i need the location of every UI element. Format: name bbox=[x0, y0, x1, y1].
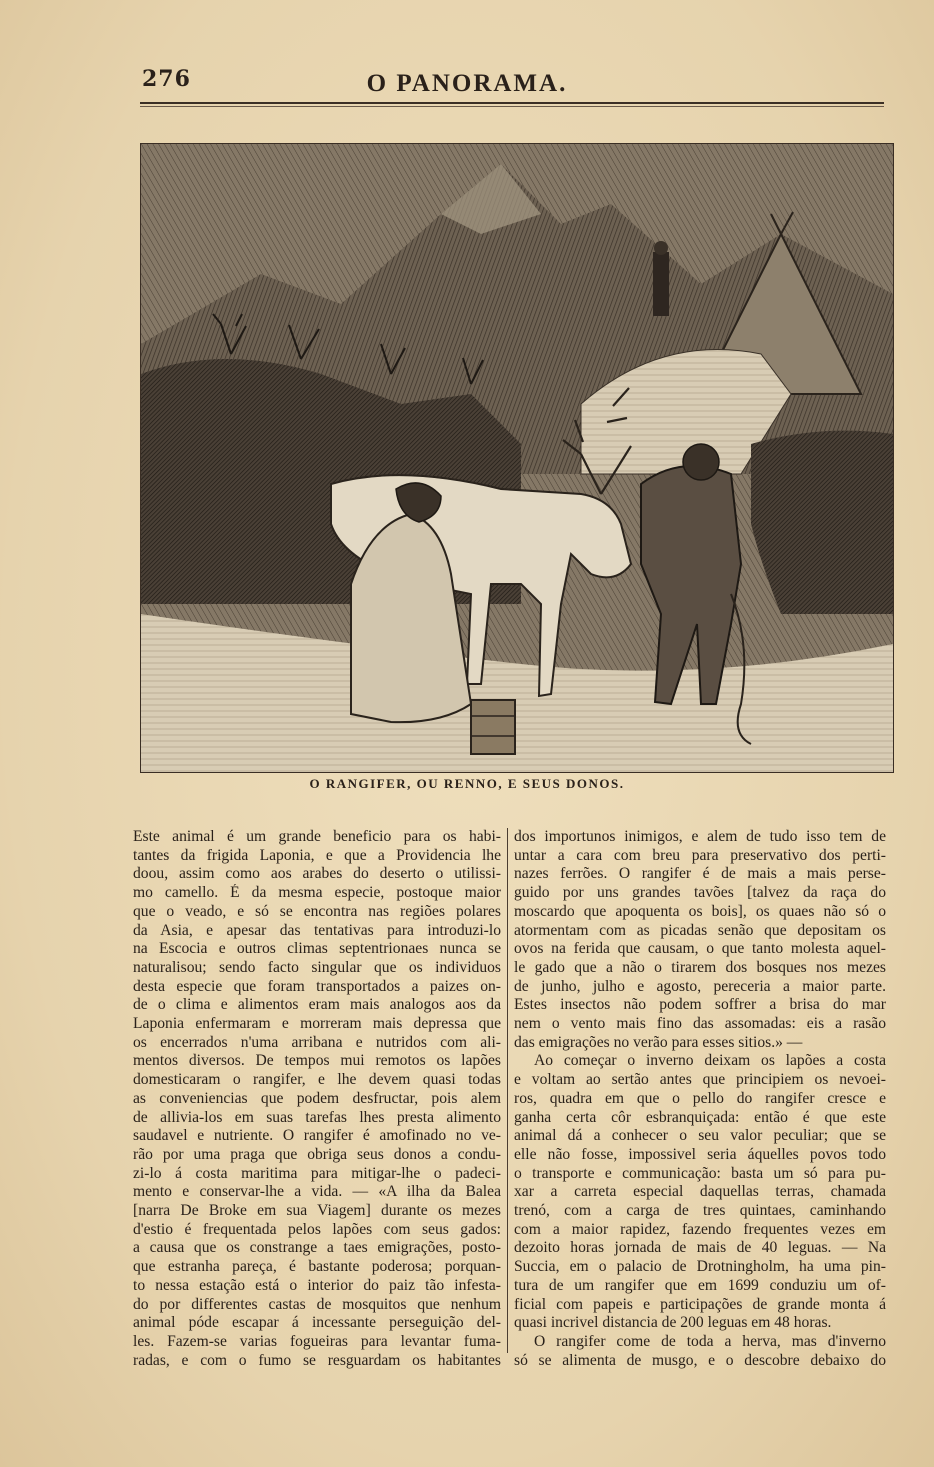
text-line: zi-lo á costa maritima para mitigar-lhe o padeci- bbox=[133, 1164, 501, 1182]
text-line: ovos na ferida que causam, o que tanto molesta aquel- bbox=[514, 940, 886, 958]
text-line: elle não fosse, impossivel seria áquelles povos todo bbox=[514, 1145, 886, 1163]
left-column bbox=[133, 828, 501, 1370]
text-line: Succia, em o palacio de Drotningholm, ha uma pin- bbox=[514, 1258, 886, 1276]
text-line: [narra De Broke em sua Viagem] durante os mezes bbox=[133, 1202, 501, 1220]
text-line: na Escocia e outros climas septentrionaes nunca se bbox=[133, 940, 501, 958]
text-line: le gado que a não o tirarem dos bosques nos mezes bbox=[514, 958, 886, 976]
text-line: guido por uns grandes tavões [talvez da raça do bbox=[514, 884, 886, 902]
text-line: Ao começar o inverno deixam os lapões a costa bbox=[534, 1052, 886, 1070]
text-line: atormentam com as picadas senão que depositam os bbox=[514, 921, 886, 939]
text-line: de junho, julho e agosto, pereceria a maior parte. bbox=[514, 977, 886, 995]
text-line: domesticaram o rangifer, e lhe devem quasi todas bbox=[133, 1071, 501, 1089]
text-line: xar a carreta especial daquellas terras, chamada bbox=[514, 1183, 886, 1201]
text-line: de allivia-los em suas tarefas lhes presta alimento bbox=[133, 1108, 501, 1126]
text-line: mo camello. É da mesma especie, postoque maior bbox=[133, 884, 501, 902]
column-divider bbox=[507, 828, 508, 1353]
text-line: tantes da frigida Laponia, e que a Providencia lhe bbox=[133, 846, 501, 864]
text-line: tura de um rangifer que em 1699 conduziu um of- bbox=[514, 1276, 886, 1294]
text-line: desta especie que foram transportados a paizes on- bbox=[133, 977, 501, 995]
engraving-caption: O RANGIFER, OU RENNO, E SEUS DONOS. bbox=[309, 776, 625, 791]
text-line: a causa que os constrange a taes emigrações, posto- bbox=[133, 1239, 501, 1257]
text-line: les. Fazem-se varias fogueiras para levantar fuma- bbox=[133, 1332, 501, 1350]
text-line: nazes ferrões. O rangifer é de mais a mais perse- bbox=[514, 865, 886, 883]
text-line: o transporte e communicação: basta um só para pu- bbox=[514, 1164, 886, 1182]
text-line: naturalisou; sendo facto singular que os individuos bbox=[133, 958, 501, 976]
milk-bucket bbox=[471, 700, 515, 754]
text-line: das emigrações no verão para esses sitios.» — bbox=[514, 1033, 803, 1051]
text-line: Estes insectos não podem soffrer a brisa do mar bbox=[514, 996, 886, 1014]
text-line: do por differentes castas de mosquitos que nenhum bbox=[133, 1295, 501, 1313]
text-line: de o clima e alimentos eram mais analogos aos da bbox=[133, 996, 501, 1014]
text-line: ficial com papeis e participações de grande monta á bbox=[514, 1295, 886, 1313]
text-line: que estranha pareça, é bastante poderosa; porquan- bbox=[133, 1258, 501, 1276]
text-line: mento e conservar-lhe a vida. — «A ilha da Balea bbox=[133, 1183, 501, 1201]
text-line: quasi incrivel distancia de 200 leguas em 48 horas. bbox=[514, 1314, 832, 1332]
text-line: os encerrados n'uma arribana e nutridos com ali- bbox=[133, 1033, 501, 1051]
text-line: dos importunos inimigos, e alem de tudo isso tem de bbox=[514, 828, 886, 845]
text-line: dezoito horas jornada de mais de 40 leguas. — Na bbox=[514, 1239, 886, 1257]
text-line: trenó, com a carga de tres quintaes, caminhando bbox=[514, 1202, 886, 1220]
page-number: 276 bbox=[142, 66, 191, 92]
text-line: animal dá a conhecer o seu valor peculiar; que se bbox=[514, 1127, 886, 1145]
header-rule bbox=[140, 102, 884, 104]
text-line: animal póde escapar á incessante perseguição del- bbox=[133, 1314, 501, 1332]
figure-on-ridge bbox=[653, 252, 669, 316]
text-line: radas, e com o fumo se resguardam os habitantes bbox=[133, 1351, 501, 1369]
text-line: da Asia, e apesar das tentativas para introduzi-lo bbox=[133, 921, 501, 939]
text-line: Laponia enfermaram e morreram mais depressa que bbox=[133, 1015, 501, 1033]
text-line: O rangifer come de toda a herva, mas d'inverno bbox=[534, 1332, 886, 1350]
text-line: mentos diversos. De tempos mui remotos os lapões bbox=[133, 1052, 501, 1070]
text-line: doou, assim como aos arabes do deserto o utilissi- bbox=[133, 865, 501, 883]
text-line: to nessa estação está o interior do paiz tão infesta- bbox=[133, 1276, 501, 1294]
text-line: rão por uma praga que obriga seus donos a condu- bbox=[133, 1145, 501, 1163]
text-line: ganha certa côr esbranquiçada: então é que este bbox=[514, 1108, 886, 1126]
text-line: Este animal é um grande beneficio para os habi- bbox=[133, 828, 501, 845]
text-line: d'estio é frequentada pelos lapões com seus gados: bbox=[133, 1220, 501, 1238]
text-line: só se alimenta de musgo, e o descobre debaixo do bbox=[514, 1351, 886, 1369]
text-line: com a maior rapidez, fazendo frequentes vezes em bbox=[514, 1220, 886, 1238]
reindeer-engraving bbox=[140, 143, 894, 773]
text-line: que o veado, e só se encontra nas regiões polares bbox=[133, 902, 501, 920]
text-line: ros, quadra em que o pello do rangifer cresce e bbox=[514, 1089, 886, 1107]
text-line: nem o vento mais fino das assomadas: eis a rasão bbox=[514, 1015, 886, 1033]
right-column bbox=[514, 828, 886, 1370]
text-line: moscardo que apoquenta os bois], os quaes não só o bbox=[514, 902, 886, 920]
text-line: e voltam ao sertão antes que principiem os nevoei- bbox=[514, 1071, 886, 1089]
text-line: as conveniencias que podem desfructar, pois alem bbox=[133, 1089, 501, 1107]
text-line: saudavel e nutriente. O rangifer é amofinado no ve- bbox=[133, 1127, 501, 1145]
text-line: untar a cara com breu para preservativo dos perti- bbox=[514, 846, 886, 864]
dark-reindeer bbox=[751, 431, 893, 614]
running-title: O PANORAMA. bbox=[366, 70, 568, 97]
header-rule-thin bbox=[140, 106, 884, 107]
